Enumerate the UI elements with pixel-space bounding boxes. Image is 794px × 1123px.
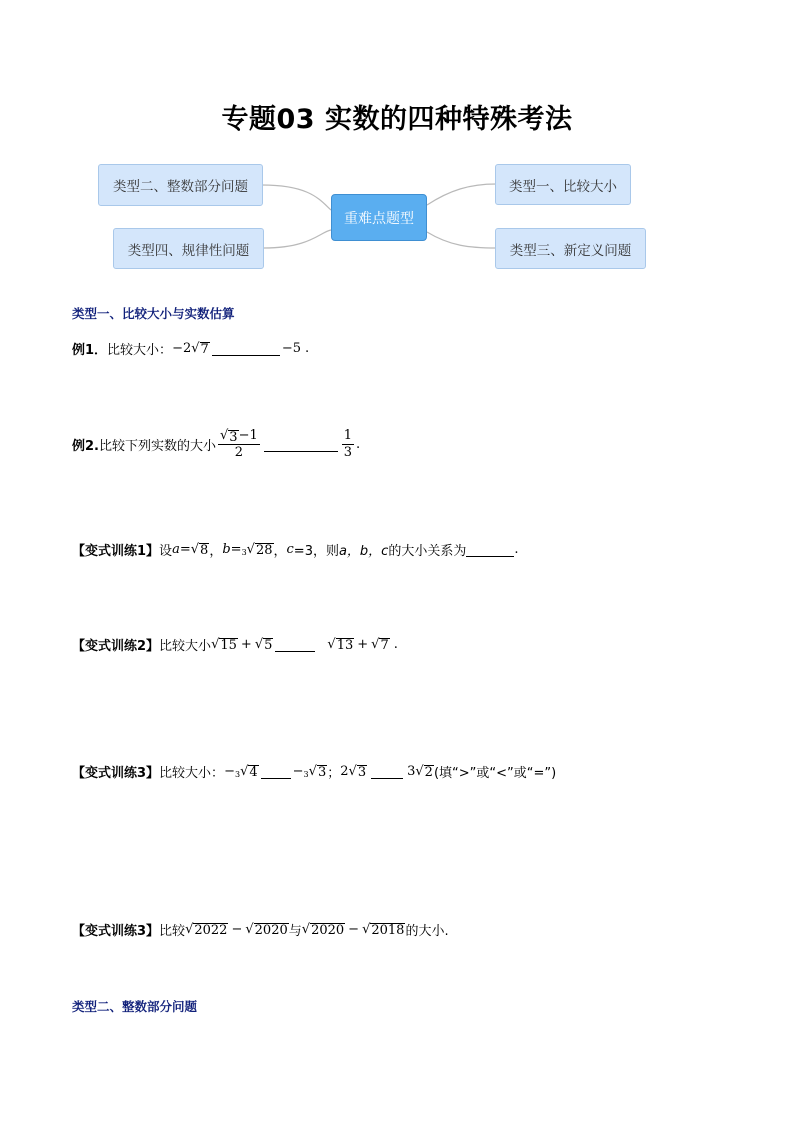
question-text: 比较下列实数的大小 — [98, 439, 216, 454]
radicand: 7 — [380, 638, 389, 653]
separator: ； — [327, 766, 341, 781]
period: . — [356, 437, 361, 452]
var-c: c — [286, 542, 294, 557]
variant-label: 【变式训练3】 — [72, 766, 160, 781]
compare-value: −5 — [281, 341, 301, 356]
sqrt-expression: √ 15 — [211, 637, 237, 653]
sqrt-expression: √ 7 — [371, 637, 389, 653]
sqrt-expression: √ 13 — [327, 637, 354, 653]
sqrt-expression: √ 5 — [254, 637, 273, 653]
example-label: 例2. — [72, 439, 99, 454]
answer-blank[interactable] — [275, 638, 315, 652]
radicand: 4 — [249, 765, 258, 780]
mind-node-type1: 类型一、比较大小 — [495, 164, 631, 205]
root-index: 3 — [234, 770, 241, 779]
sqrt-expression: √ 2020 — [301, 922, 345, 938]
minus: − — [231, 922, 243, 937]
radicand: 2020 — [254, 923, 288, 938]
question-text: 比较 — [159, 924, 186, 939]
question-text: 比较大小： — [159, 766, 225, 781]
period: . — [514, 542, 519, 557]
numerator-tail: −1 — [238, 428, 258, 443]
question-text: 的大小. — [405, 924, 449, 939]
radicand: 3 — [317, 765, 327, 780]
variant-training-3b — [72, 920, 449, 939]
variant-label: 【变式训练3】 — [72, 924, 160, 939]
variant-label: 【变式训练2】 — [72, 639, 160, 654]
variant-training-3 — [72, 762, 556, 781]
question-text: 设 — [159, 544, 173, 559]
mind-node-center: 重难点题型 — [331, 194, 427, 241]
page-title: 专题03 实数的四种特殊考法 — [221, 104, 573, 135]
radicand: 8 — [200, 543, 209, 558]
sqrt-expression: √ 8 — [190, 542, 209, 558]
radicand: 2020 — [311, 923, 345, 938]
radicand: 2022 — [194, 923, 228, 938]
minus: − — [348, 922, 360, 937]
sqrt-expression: √ 2022 — [185, 922, 228, 938]
connector-word: 与 — [288, 924, 302, 939]
equals: = — [179, 542, 191, 557]
fraction — [342, 428, 354, 461]
plus: + — [357, 637, 369, 652]
sqrt-expression: √ 3 — [220, 428, 238, 445]
root-index: 3 — [303, 770, 309, 779]
var-b: b — [222, 542, 231, 557]
sqrt-expression: √ 2020 — [245, 922, 288, 938]
answer-blank[interactable] — [466, 543, 514, 557]
answer-blank[interactable] — [371, 765, 403, 779]
fill-hint: (填“>”或“<”或“=”) — [433, 766, 557, 781]
question-text: 的大小关系为 — [388, 544, 467, 559]
radicand: 13 — [336, 638, 354, 653]
mind-node-type4: 类型四、规律性问题 — [113, 228, 264, 269]
period: . — [304, 341, 310, 356]
minus: − — [224, 764, 235, 779]
question-text: 比较大小 — [159, 639, 212, 654]
radicand: 3 — [229, 430, 238, 445]
minus: − — [292, 764, 304, 779]
cube-root-expression: 3 √ 4 — [234, 764, 258, 780]
radicand: 2 — [424, 765, 433, 780]
mind-node-type3: 类型三、新定义问题 — [495, 228, 646, 269]
answer-blank[interactable] — [212, 342, 280, 356]
variant-training-2 — [72, 635, 398, 654]
equals: = — [230, 542, 242, 557]
example-2 — [72, 428, 360, 461]
mind-node-type2: 类型二、整数部分问题 — [98, 164, 263, 206]
variant-training-1: 【变式训练1】 设 a = √ 8 ， b = 3 √ 28 ， c =3，则 a，b，c 的大小关系为 . — [72, 542, 519, 559]
fraction — [218, 428, 260, 461]
question-text: 比较大小： — [107, 343, 173, 358]
period: . — [393, 637, 398, 652]
radicand: 7 — [200, 342, 209, 357]
section-heading-2: 类型二、整数部分问题 — [72, 999, 198, 1014]
cube-root-expression: 3 √ 3 — [303, 764, 327, 780]
fraction-numerator — [218, 428, 260, 445]
variable-list: a，b，c — [338, 544, 389, 559]
sqrt-expression: √ 2018 — [362, 922, 405, 938]
fraction-numerator: 1 — [343, 428, 353, 443]
sqrt-expression: √ 2 — [415, 764, 433, 780]
radicand: 15 — [220, 638, 237, 653]
radicand: 3 — [357, 765, 367, 780]
coefficient: 2 — [340, 764, 349, 779]
radicand: 28 — [255, 543, 273, 558]
answer-blank[interactable] — [264, 438, 338, 452]
fraction-denominator: 3 — [343, 445, 353, 460]
cube-root-expression: 3 √ 28 — [241, 542, 273, 558]
root-index: 3 — [241, 548, 247, 557]
question-text: =3，则 — [293, 544, 339, 559]
plus: + — [240, 637, 252, 652]
fraction-denominator: 2 — [234, 445, 244, 460]
sqrt-expression: √ 3 — [348, 764, 367, 780]
example-label: 例1． — [72, 343, 108, 358]
coefficient: −2 — [172, 341, 192, 356]
radicand: 5 — [264, 638, 273, 653]
answer-blank[interactable] — [261, 765, 291, 779]
coefficient: 3 — [407, 764, 416, 779]
var-a: a — [172, 542, 180, 557]
section-heading-1: 类型一、比较大小与实数估算 — [72, 306, 235, 321]
variant-label: 【变式训练1】 — [72, 544, 160, 559]
radicand: 2018 — [371, 923, 405, 938]
sqrt-expression: √ 7 — [191, 341, 209, 357]
example-1 — [72, 339, 309, 358]
